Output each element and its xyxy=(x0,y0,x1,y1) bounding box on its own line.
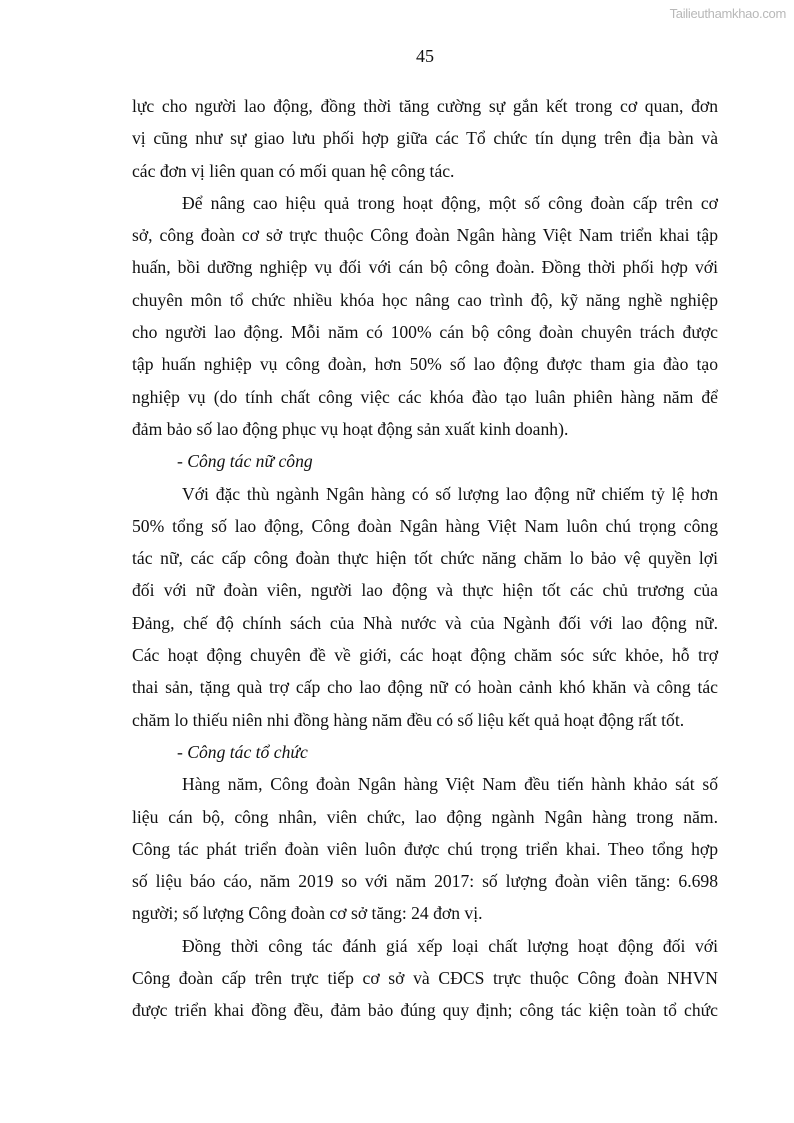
text-line: vị cũng như sự giao lưu phối hợp giữa các Tổ chức tín dụng trên địa bàn và xyxy=(132,128,718,149)
text-line: - Công tác tổ chức xyxy=(177,741,308,762)
text-line: đảm bảo số lao động phục vụ hoạt động sản xuất kinh doanh). xyxy=(132,418,569,439)
text-line: Để nâng cao hiệu quả trong hoạt động, một số công đoàn cấp trên cơ xyxy=(182,192,718,213)
text-line: Đồng thời công tác đánh giá xếp loại chất lượng hoạt động đối với xyxy=(182,935,718,956)
text-line: Công tác phát triển đoàn viên luôn được chú trọng triển khai. Theo tổng hợp xyxy=(132,838,718,859)
text-line: chăm lo thiếu niên nhi đồng hàng năm đều có số liệu kết quả hoạt động rất tốt. xyxy=(132,709,685,730)
text-line: chuyên môn tổ chức nhiều khóa học nâng cao trình độ, kỹ năng nghề nghiệp xyxy=(132,289,718,310)
document-body xyxy=(132,90,718,1027)
text-line: được triển khai đồng đều, đảm bảo đúng quy định; công tác kiện toàn tổ chức xyxy=(132,1000,718,1021)
page-number: 45 xyxy=(416,46,434,66)
text-line: người; số lượng Công đoàn cơ sở tăng: 24 đơn vị. xyxy=(132,903,483,924)
paragraph xyxy=(132,478,718,736)
text-line: Hàng năm, Công đoàn Ngân hàng Việt Nam đều tiến hành khảo sát số xyxy=(182,774,718,795)
section-heading xyxy=(132,445,718,477)
text-line: - Công tác nữ công xyxy=(177,451,313,472)
paragraph xyxy=(132,90,718,187)
text-line: liệu cán bộ, công nhân, viên chức, lao động ngành Ngân hàng trong năm. xyxy=(132,806,718,827)
text-line: 50% tổng số lao động, Công đoàn Ngân hàng Việt Nam luôn chú trọng công xyxy=(132,515,718,536)
text-line: huấn, bồi dưỡng nghiệp vụ đối với cán bộ công đoàn. Đồng thời phối hợp với xyxy=(132,257,718,278)
text-line: số liệu báo cáo, năm 2019 so với năm 2017: số lượng đoàn viên tăng: 6.698 xyxy=(132,871,718,892)
section-heading xyxy=(132,736,718,768)
text-line: tập huấn nghiệp vụ công đoàn, hơn 50% số lao động được tham gia đào tạo xyxy=(132,354,718,375)
text-line: đối với nữ đoàn viên, người lao động và thực hiện tốt các chủ trương của xyxy=(132,580,718,601)
paragraph xyxy=(132,930,718,1027)
text-line: các đơn vị liên quan có mối quan hệ công tác. xyxy=(132,160,455,181)
text-line: cho người lao động. Mỗi năm có 100% cán bộ công đoàn chuyên trách được xyxy=(132,322,718,343)
watermark: Tailieuthamkhao.com xyxy=(669,6,786,21)
text-line: Công đoàn cấp trên trực tiếp cơ sở và CĐCS trực thuộc Công đoàn NHVN xyxy=(132,968,718,989)
text-line: nghiệp vụ (do tính chất công việc các khóa đào tạo luân phiên hàng năm để xyxy=(132,386,718,407)
text-line: Với đặc thù ngành Ngân hàng có số lượng lao động nữ chiếm tỷ lệ hơn xyxy=(182,483,718,504)
paragraph xyxy=(132,768,718,929)
text-line: thai sản, tặng quà trợ cấp cho lao động nữ có hoàn cảnh khó khăn và công tác xyxy=(132,677,718,698)
text-line: Đảng, chế độ chính sách của Nhà nước và của Ngành đối với lao động nữ. xyxy=(132,612,718,633)
text-line: tác nữ, các cấp công đoàn thực hiện tốt chức năng chăm lo bảo vệ quyền lợi xyxy=(132,548,718,569)
text-line: lực cho người lao động, đồng thời tăng cường sự gắn kết trong cơ quan, đơn xyxy=(132,96,718,116)
text-line: sở, công đoàn cơ sở trực thuộc Công đoàn Ngân hàng Việt Nam triển khai tập xyxy=(132,225,718,246)
text-line: Các hoạt động chuyên đề về giới, các hoạt động chăm sóc sức khỏe, hỗ trợ xyxy=(132,645,718,666)
paragraph xyxy=(132,187,718,445)
